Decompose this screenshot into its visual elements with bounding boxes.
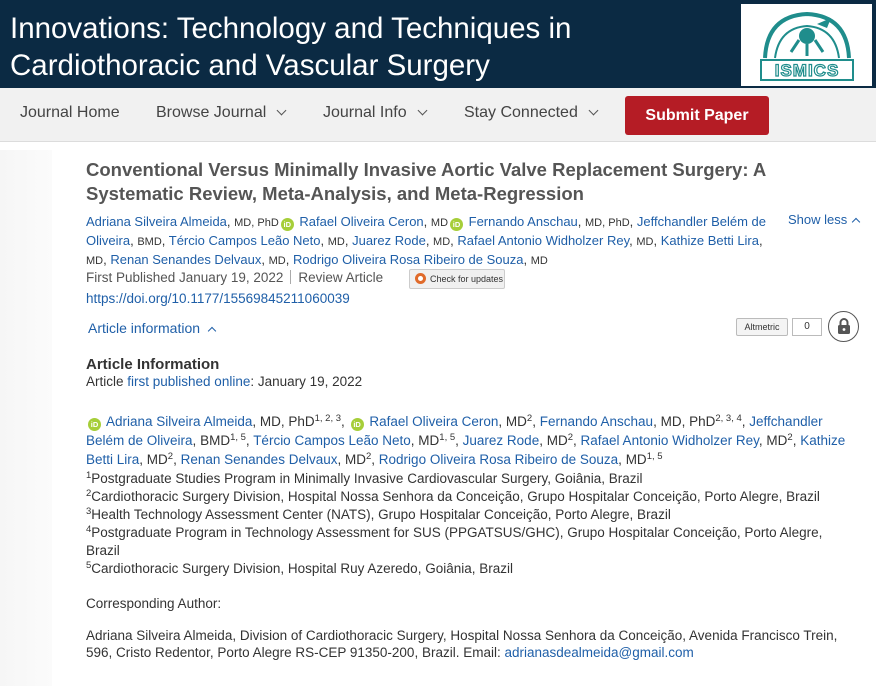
altmetric-count: 0 xyxy=(792,318,822,336)
left-gutter xyxy=(0,150,52,686)
first-published-suffix: : January 19, 2022 xyxy=(250,374,363,389)
corresponding-author-label: Corresponding Author: xyxy=(86,596,222,611)
author-link[interactable]: Tércio Campos Leão Neto xyxy=(253,433,411,448)
affiliation-text: Postgraduate Program in Technology Assessment for SUS (PPGATSUS/GHC), Grupo Hospitalar Conceição, Porto Alegre, Brazil xyxy=(86,525,823,558)
chevron-down-icon xyxy=(417,106,427,116)
submit-paper-button[interactable]: Submit Paper xyxy=(625,96,769,135)
show-less-label: Show less xyxy=(788,212,848,227)
author-link[interactable]: Rafael Antonio Widholzer Rey xyxy=(457,233,630,248)
author-list: Adriana Silveira Almeida, MD, PhD iD Rafael Oliveira Ceron, MD iD Fernando Anschau, MD, PhD, Jeffchandler Belém de Oliveira, BMD, Tércio Campos Leão Neto, MD, Juarez Rode, MD, Rafael Antonio Widholzer Rey, MD, Kathize Betti Lira, MD, Renan Senandes Delvaux, MD, Rodrigo Oliveira Rosa Ribeiro de Souza, MD xyxy=(86,214,766,267)
ismics-logo[interactable] xyxy=(741,4,872,86)
author-degree: MD xyxy=(327,236,345,248)
author-degree: MD xyxy=(766,433,788,448)
article-type: Review Article xyxy=(298,270,384,285)
chevron-up-icon xyxy=(208,327,216,335)
nav-browse-label: Browse Journal xyxy=(156,104,267,121)
journal-title[interactable] xyxy=(10,10,571,84)
author-degree: MD xyxy=(530,255,548,267)
journal-banner xyxy=(0,0,876,88)
check-for-updates-button[interactable] xyxy=(409,269,505,289)
affiliation-item xyxy=(86,470,856,488)
author-degree: MD, PhD xyxy=(585,217,630,229)
affiliation-item xyxy=(86,524,856,560)
affiliation-superscript: 1, 2, 3 xyxy=(314,413,342,424)
nav-journal-info[interactable] xyxy=(323,104,426,122)
nav-journal-home-label: Journal Home xyxy=(20,104,120,121)
ismics-logo-icon xyxy=(747,6,866,84)
affiliation-superscript: 2 xyxy=(567,432,574,443)
corresponding-author-text: Adriana Silveira Almeida, Division of Cardiothoracic Surgery, Hospital Nossa Senhora da Conceição, Avenida Francisco Trein, 596, Cristo Redentor, Porto Alegre RS-CEP 91350-200, Brazil. Email: xyxy=(86,628,838,660)
author-link[interactable]: Renan Senandes Delvaux xyxy=(110,252,262,267)
affiliation-superscript: 2 xyxy=(167,451,174,462)
author-degree: MD, PhD xyxy=(259,414,315,429)
first-published-online-link[interactable]: first published online xyxy=(127,374,251,389)
author-affiliation-list: iD Adriana Silveira Almeida, MD, PhD$^{1, 2, 3}$, iD Rafael Oliveira Ceron, $MD^2$, Fernando Anschau, MD, PhD$^{2, 3, 4}$, Jeffchandler Belém de Oliveira, BMD$^{1, 5}$, Tércio Campos Leão Neto, MD$^{1, 5}$, Juarez Rode, $MD^2$, Rafael Antonio Widholzer Rey, $MD^2$, Kathize Betti Lira, $MD^2$, Renan Senandes Delvaux, $MD^2$, Rodrigo Oliveira Rosa Ribeiro de Souza, MD$^{1, 5}$ xyxy=(86,413,846,467)
nav-info-label: Journal Info xyxy=(323,104,407,121)
affiliation-text: Cardiothoracic Surgery Division, Hospital Ruy Azeredo, Goiânia, Brazil xyxy=(91,561,513,576)
author-degree: BMD xyxy=(137,236,162,248)
orcid-icon[interactable]: iD xyxy=(450,218,463,231)
article-title: Conventional Versus Minimally Invasive Aortic Valve Replacement Surgery: A Systematic Review, Meta-Analysis, and Meta-Regression xyxy=(86,159,766,204)
author-degree: MD, PhD xyxy=(234,217,279,229)
author-link[interactable]: Rodrigo Oliveira Rosa Ribeiro de Souza xyxy=(292,252,524,267)
author-link[interactable]: Renan Senandes Delvaux xyxy=(180,452,338,467)
author-degree: MD xyxy=(86,255,104,267)
chevron-down-icon xyxy=(588,106,598,116)
affiliation-item xyxy=(86,560,856,578)
access-lock-button[interactable] xyxy=(828,311,859,342)
author-link[interactable]: Jeffchandler Belém de Oliveira xyxy=(86,214,766,248)
nav-connected-label: Stay Connected xyxy=(464,104,578,121)
nav-browse-journal[interactable] xyxy=(156,104,285,122)
affiliation-number: 1 xyxy=(86,470,92,481)
author-link[interactable]: Fernando Anschau xyxy=(468,214,578,229)
corresponding-author-details xyxy=(86,627,866,661)
affiliations xyxy=(86,470,856,578)
author-link[interactable]: Adriana Silveira Almeida xyxy=(106,414,253,429)
author-degree: MD xyxy=(636,236,654,248)
article-information-heading: Article Information xyxy=(86,356,220,373)
nav-stay-connected[interactable] xyxy=(464,104,597,122)
article-information-label: Article information xyxy=(88,320,201,336)
author-degree: MD xyxy=(344,452,366,467)
doi-link[interactable]: https://doi.org/10.1177/15569845211060039 xyxy=(86,291,350,306)
author-degree: MD xyxy=(433,236,451,248)
author-degree: BMD xyxy=(200,433,231,448)
chevron-down-icon xyxy=(277,106,287,116)
article-information-toggle[interactable] xyxy=(88,320,215,336)
author-link[interactable]: Juarez Rode xyxy=(352,233,426,248)
nav-journal-home[interactable] xyxy=(20,104,120,122)
author-degree: MD xyxy=(546,433,568,448)
author-link[interactable]: Jeffchandler Belém de Oliveira xyxy=(86,414,823,448)
author-link[interactable]: Juarez Rode xyxy=(462,433,540,448)
orcid-icon[interactable]: iD xyxy=(88,418,101,431)
affiliation-superscript: 2 xyxy=(787,432,793,443)
affiliation-number: 3 xyxy=(86,506,92,517)
author-degree: MD xyxy=(268,255,286,267)
affiliation-superscript: 2, 3, 4 xyxy=(715,413,742,424)
author-link[interactable]: Kathize Betti Lira xyxy=(86,433,846,467)
author-degree: MD xyxy=(430,217,449,229)
orcid-icon[interactable]: iD xyxy=(351,418,364,431)
author-link[interactable]: Rafael Oliveira Ceron xyxy=(299,214,424,229)
check-for-updates-icon xyxy=(415,273,426,284)
affiliation-number: 5 xyxy=(86,560,92,571)
publication-info xyxy=(86,270,383,285)
journal-title-line1: Innovations: Technology and Techniques in xyxy=(10,12,572,45)
author-link[interactable]: Tércio Campos Leão Neto xyxy=(168,233,321,248)
author-degree: MD xyxy=(418,433,440,448)
affiliation-superscript: 1, 5 xyxy=(230,432,246,443)
affiliation-superscript: 1, 5 xyxy=(439,432,456,443)
author-link[interactable]: Adriana Silveira Almeida xyxy=(86,214,227,229)
affiliation-text: Health Technology Assessment Center (NATS), Grupo Hospitalar Conceição, Porto Alegre, Brazil xyxy=(91,507,671,522)
journal-title-line2: Cardiothoracic and Vascular Surgery xyxy=(10,49,490,82)
affiliation-superscript: 1, 5 xyxy=(646,451,663,462)
divider xyxy=(290,270,291,284)
affiliation-item xyxy=(86,506,856,524)
affiliation-item xyxy=(86,488,856,506)
ismics-logo-text: ISMICS xyxy=(774,61,840,80)
affiliation-number: 4 xyxy=(86,524,92,535)
first-published: First Published January 19, 2022 xyxy=(86,270,284,285)
author-degree: MD, PhD xyxy=(660,414,716,429)
author-degree: MD xyxy=(505,414,527,429)
author-link[interactable]: Kathize Betti Lira xyxy=(660,233,759,248)
altmetric-badge[interactable] xyxy=(736,318,788,336)
orcid-icon[interactable]: iD xyxy=(281,218,294,231)
check-for-updates-label: Check for updates xyxy=(430,274,504,284)
first-published-prefix: Article xyxy=(86,374,128,389)
lock-icon xyxy=(837,318,851,335)
affiliation-superscript: 2 xyxy=(526,413,533,424)
corresponding-email-link[interactable]: adrianasdealmeida@gmail.com xyxy=(504,645,694,660)
chevron-up-icon xyxy=(852,218,860,226)
altmetric-label: Altmetric xyxy=(744,322,780,332)
author-link[interactable]: Fernando Anschau xyxy=(539,414,654,429)
author-link[interactable]: Rodrigo Oliveira Rosa Ribeiro de Souza xyxy=(378,452,619,467)
affiliation-number: 2 xyxy=(86,488,92,499)
author-degree: MD xyxy=(146,452,168,467)
author-link[interactable]: Rafael Antonio Widholzer Rey xyxy=(580,433,759,448)
author-degree: MD xyxy=(625,452,647,467)
affiliation-text: Cardiothoracic Surgery Division, Hospital Nossa Senhora da Conceição, Grupo Hospitalar Conceição, Porto Alegre, Brazil xyxy=(91,489,820,504)
show-less-toggle[interactable] xyxy=(788,212,859,227)
author-link[interactable]: Rafael Oliveira Ceron xyxy=(369,414,499,429)
affiliation-text: Postgraduate Studies Program in Minimally Invasive Cardiovascular Surgery, Goiânia, Brazil xyxy=(91,471,643,486)
affiliation-superscript: 2 xyxy=(365,451,372,462)
first-published-online xyxy=(86,374,362,389)
